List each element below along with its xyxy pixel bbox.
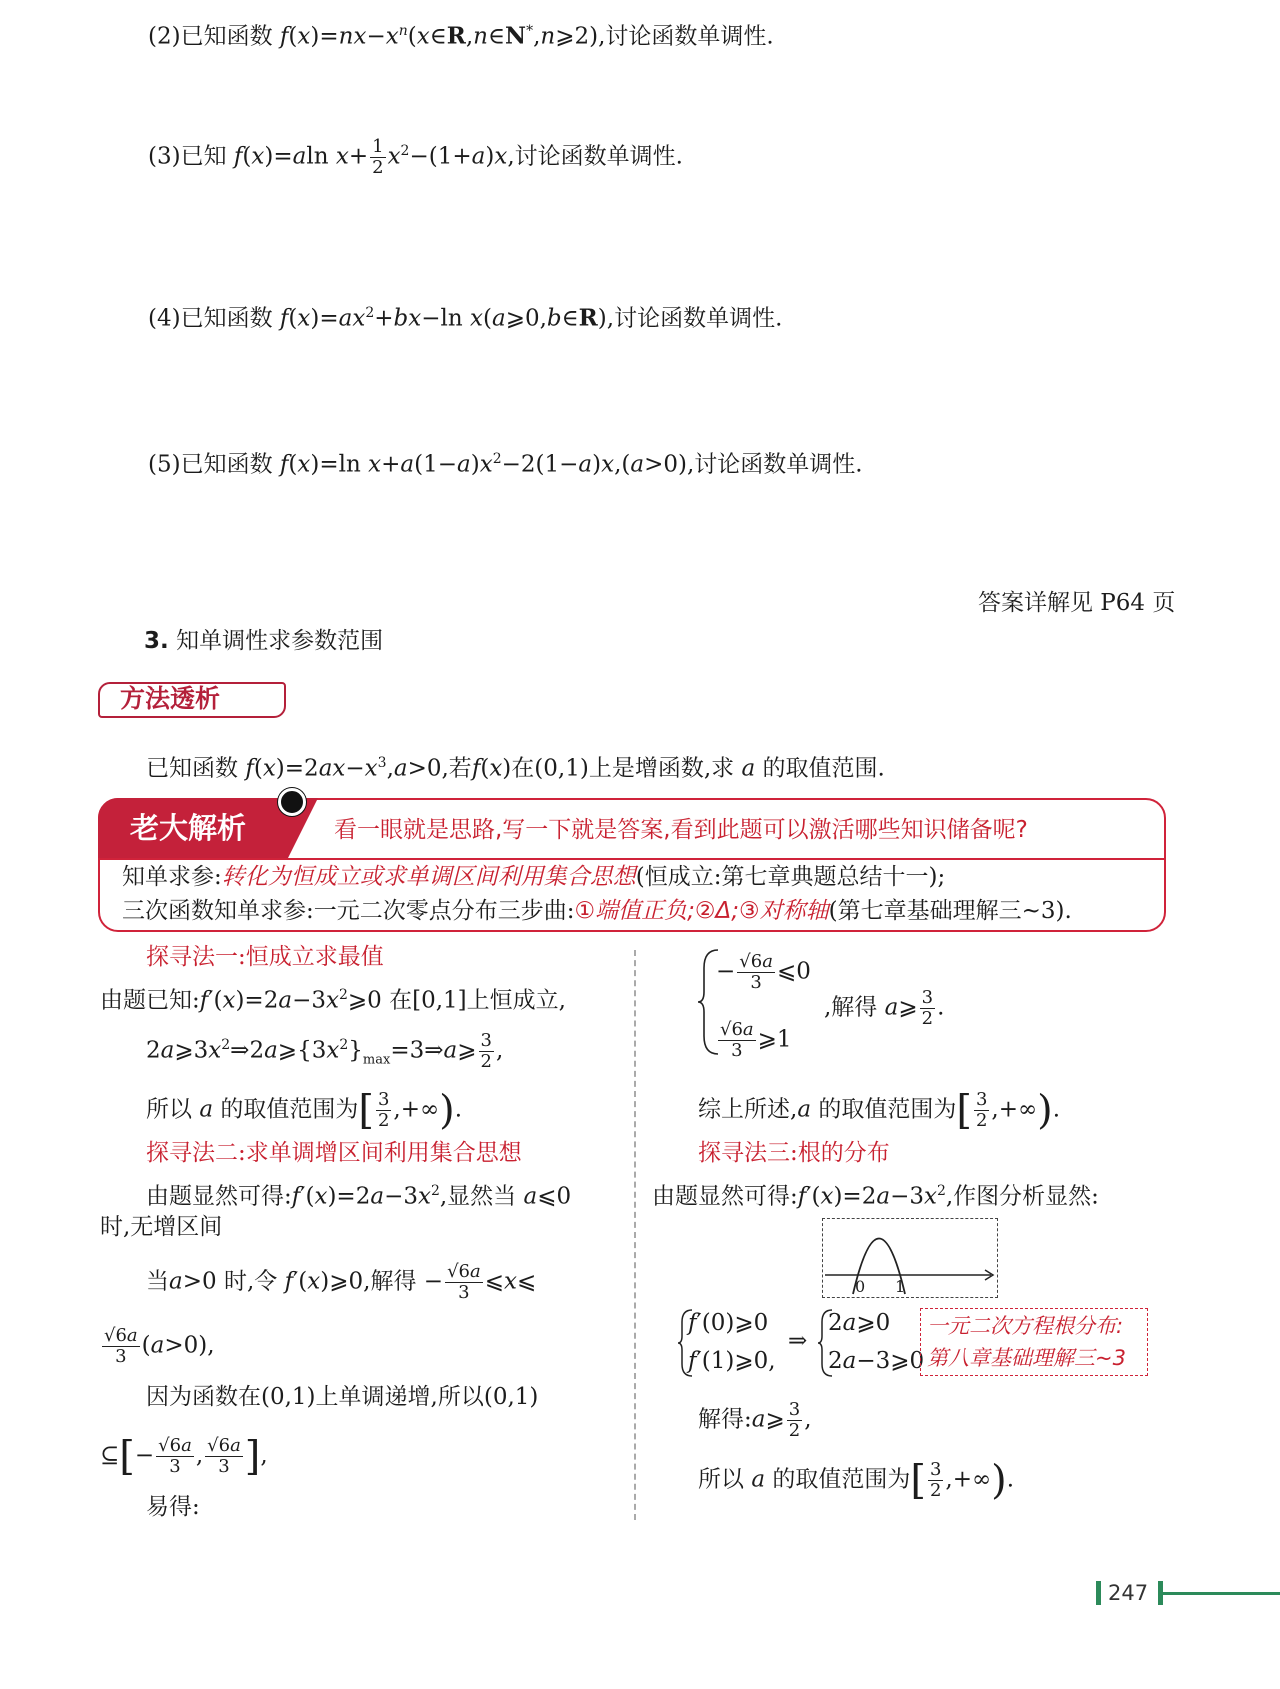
right-system-line-1: − $\frac{√6a}{3}$ ⩽0 (716, 951, 811, 993)
root-cond-2: f′(1)⩾0, (688, 1348, 776, 1374)
problem-number: (2) (148, 23, 181, 50)
page-number: 247 (1108, 1581, 1149, 1605)
problem-5: (5)已知函数 f(x)=ln $x+a(1-a)x^2-2(1-a)x,(a>0)$,讨论函数单调性. (148, 451, 863, 478)
analysis-box: 老大解析 看一眼就是思路,写一下就是答案,看到此题可以激活哪些知识储备呢? 知单求参:转化为恒成立或求单调区间利用集合思想(恒成立:第七章典题总结十一); 三次函数知单求参:一元二次零点分布三步曲:①端值正负;②Δ;③对称轴(第七章基础理解三~3). (98, 798, 1166, 932)
root-cond-1: f′(0)⩾0 (688, 1310, 769, 1336)
method-2-title: 探寻法二:求单调增区间利用集合思想 (146, 1140, 522, 1166)
method-analysis-label: 方法透析 (98, 682, 284, 716)
implies-arrow: ⇒ (788, 1328, 808, 1354)
problem-2: (2)已知函数 $f(x)=nx-x^n(x\in R,n\in N^*,n⩾2)$,讨论函数单调性. (148, 22, 774, 50)
method-2-line-3: 当a>0 时,令 f′(x)⩾0,解得 − $\frac{√6a}{3}$ ⩽x⩽ (146, 1261, 537, 1303)
method-1-line-3: 所以 a 的取值范围为[ $\frac{3}{2}$ ,+∞). (146, 1087, 463, 1134)
page-number-bar-left (1096, 1581, 1101, 1605)
method-1-title: 探寻法一:恒成立求最值 (146, 944, 384, 970)
root-ineq-1: 2a⩾0 (828, 1310, 891, 1336)
graph-label-one: 1 (895, 1277, 906, 1296)
method-2-line-2: 时,无增区间 (100, 1214, 223, 1240)
answer-reference: 答案详解见 P64 页 (978, 590, 1176, 616)
right-system-solve: ,解得 a⩾ $\frac{3}{2}$ . (824, 987, 945, 1029)
method-1-line-2: $2a⩾3x^2\Rightarrow 2a⩾\{3x^2\}_{max}=3\Rightarrow a⩾$ $\frac{3}{2}$ , (146, 1030, 504, 1073)
problem-4: (4)已知函数 $f(x)=ax^2+bx-\ln$ x(a⩾0,b∈R),讨论函数单调性. (148, 304, 783, 332)
method-1-line-1: 由题已知$:f'(x)=2a-3x^2⩾0$ 在[0,1]上恒成立, (100, 987, 566, 1014)
method-2-line-5: 因为函数在(0,1)上单调递增,所以(0,1) (146, 1384, 539, 1410)
right-summary: 综上所述,a 的取值范围为[ $\frac{3}{2}$ ,+∞). (698, 1087, 1061, 1134)
method-3-title: 探寻法三:根的分布 (698, 1140, 890, 1166)
bullet-dot-icon (278, 788, 306, 816)
parabola-graph (822, 1218, 998, 1298)
method-2-line-4: $\frac{√6a}{3}$ (a>0), (104, 1325, 215, 1367)
analysis-line-1: 知单求参:转化为恒成立或求单调区间利用集合思想(恒成立:第七章典题总结十一); (122, 864, 946, 890)
problem-3: (3)已知 f(x)=aln x+ $\frac{1}{2}$ $x^2-(1+a)x$,讨论函数单调性. (148, 136, 683, 179)
analysis-line-2: 三次函数知单求参:一元二次零点分布三步曲:①端值正负;②Δ;③对称轴(第七章基础理解三~3). (122, 898, 1072, 924)
method-3-line-1: 由题显然可得$:f'(x)=2a-3x^2$,作图分析显然: (652, 1183, 1099, 1210)
example-problem: 已知函数 $f(x)=2ax-x^3,a>0$,若f(x)在(0,1)上是增函数,求 a 的取值范围. (146, 755, 885, 782)
right-system-line-2: $\frac{√6a}{3}$ ⩾1 (720, 1019, 792, 1061)
analysis-slogan: 看一眼就是思路,写一下就是答案,看到此题可以激活哪些知识储备呢? (334, 817, 1028, 843)
method-2-line-6: ⊆[− $\frac{√6a}{3}$ , $\frac{√6a}{3}$ ], (100, 1433, 268, 1480)
section-heading: 3. 知单调性求参数范围 (144, 628, 384, 654)
method-3-summary: 所以 a 的取值范围为[ $\frac{3}{2}$ ,+∞). (698, 1457, 1015, 1504)
page-number-rule (1162, 1592, 1280, 1595)
method-3-solve: 解得:a⩾ $\frac{3}{2}$ , (698, 1399, 812, 1441)
column-divider (634, 950, 636, 1520)
divider (100, 858, 1164, 860)
method-2-line-1: 由题显然可得$:f'(x)=2a-3x^2$,显然当 a⩽0 (146, 1183, 572, 1210)
graph-label-zero: 0 (855, 1277, 866, 1296)
method-2-line-7: 易得: (146, 1494, 200, 1520)
cross-reference-note: 一元二次方程根分布: 第八章基础理解三~3 (920, 1308, 1148, 1376)
root-ineq-2: 2a−3⩾0 (828, 1348, 925, 1374)
